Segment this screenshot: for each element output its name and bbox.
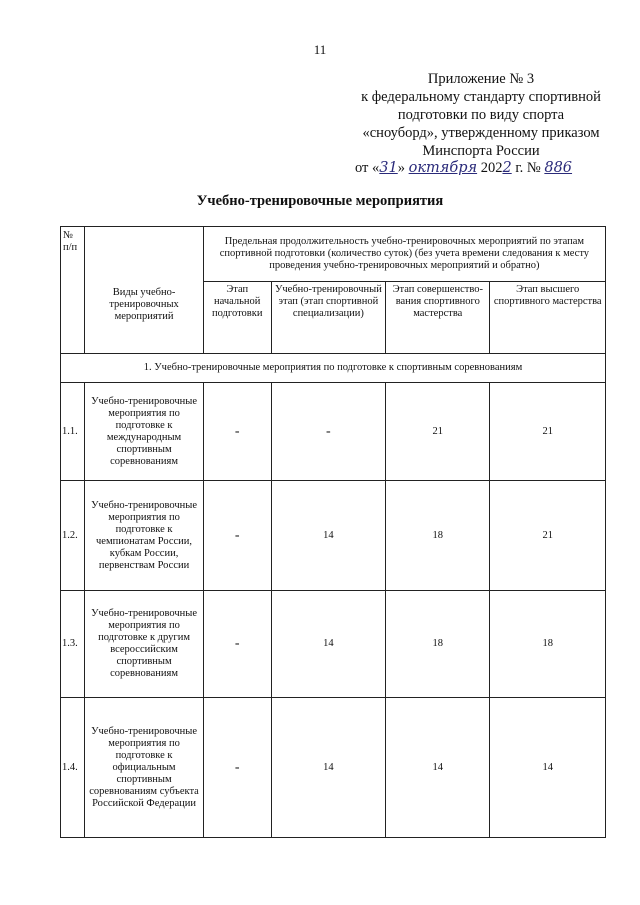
appendix-line: Минспорта России — [422, 143, 540, 159]
table-header-row — [61, 227, 606, 282]
order-date-line — [355, 160, 615, 177]
header-num: № п/п — [61, 227, 85, 354]
row-value: 14 — [386, 698, 490, 838]
row-kind: Учебно-тренировочные мероприятия по подготовке к другим всероссийским спортивным соревнованиям — [85, 591, 204, 698]
row-kind: Учебно-тренировочные мероприятия по подготовке к международным спортивным соревнованиям — [85, 383, 204, 481]
document-title: Учебно-тренировочные мероприятия — [196, 193, 444, 209]
row-value: - — [203, 591, 271, 698]
table-row — [61, 481, 606, 591]
table-row — [61, 383, 606, 481]
row-number: 1.4. — [61, 698, 85, 838]
row-value: 14 — [271, 591, 385, 698]
row-value: - — [203, 481, 271, 591]
training-events-table — [60, 226, 606, 838]
row-number: 1.3. — [61, 591, 85, 698]
header-stage: Учебно-тренировочный этап (этап спортивной специализации) — [271, 282, 385, 354]
row-value: 21 — [490, 481, 606, 591]
table-row — [61, 698, 606, 838]
page-number: 11 — [313, 42, 327, 57]
order-number: 886 — [544, 160, 573, 176]
row-value: 18 — [386, 591, 490, 698]
date-mid: » — [397, 160, 405, 176]
appendix-line: Приложение № 3 — [427, 71, 535, 87]
date-year-prefix: 202 — [480, 160, 503, 176]
row-value: - — [271, 383, 385, 481]
row-number: 1.2. — [61, 481, 85, 591]
row-kind: Учебно-тренировочные мероприятия по подготовке к чемпионатам России, кубкам России, первенствам России — [85, 481, 204, 591]
appendix-line: подготовки по виду спорта — [397, 107, 565, 123]
appendix-line: к федеральному стандарту спортивной — [361, 89, 601, 105]
row-value: - — [203, 383, 271, 481]
row-value: 18 — [490, 591, 606, 698]
section-row — [61, 354, 606, 383]
row-kind: Учебно-тренировочные мероприятия по подготовке к официальным спортивным соревнованиям субъекта Российской Федерации — [85, 698, 204, 838]
row-value: 21 — [386, 383, 490, 481]
row-value: 14 — [271, 481, 385, 591]
header-stage: Этап высшего спортивного мастерства — [490, 282, 606, 354]
header-stage: Этап совершенство-вания спортивного мастерства — [386, 282, 490, 354]
row-value: 21 — [490, 383, 606, 481]
date-year-digit: 2 — [502, 160, 512, 176]
row-value: - — [203, 698, 271, 838]
date-day: 31 — [379, 160, 398, 176]
table-row — [61, 591, 606, 698]
row-value: 14 — [490, 698, 606, 838]
date-month: октября — [408, 160, 478, 176]
header-kind: Виды учебно-тренировочных мероприятий — [85, 227, 204, 354]
appendix-heading — [340, 70, 622, 160]
order-number-prefix: г. № — [515, 160, 541, 176]
row-value: 18 — [386, 481, 490, 591]
header-duration: Предельная продолжительность учебно-тренировочных мероприятий по этапам спортивной подготовки (количество суток) (без учета времени следования к месту проведения учебно-тренировочных мероприятий и обратно) — [203, 227, 605, 282]
section-title: 1. Учебно-тренировочные мероприятия по подготовке к спортивным соревнованиям — [61, 354, 606, 383]
header-stage: Этап начальной подготовки — [203, 282, 271, 354]
row-value: 14 — [271, 698, 385, 838]
row-number: 1.1. — [61, 383, 85, 481]
appendix-line: «сноуборд», утвержденному приказом — [362, 125, 600, 141]
date-prefix: от « — [355, 160, 380, 176]
